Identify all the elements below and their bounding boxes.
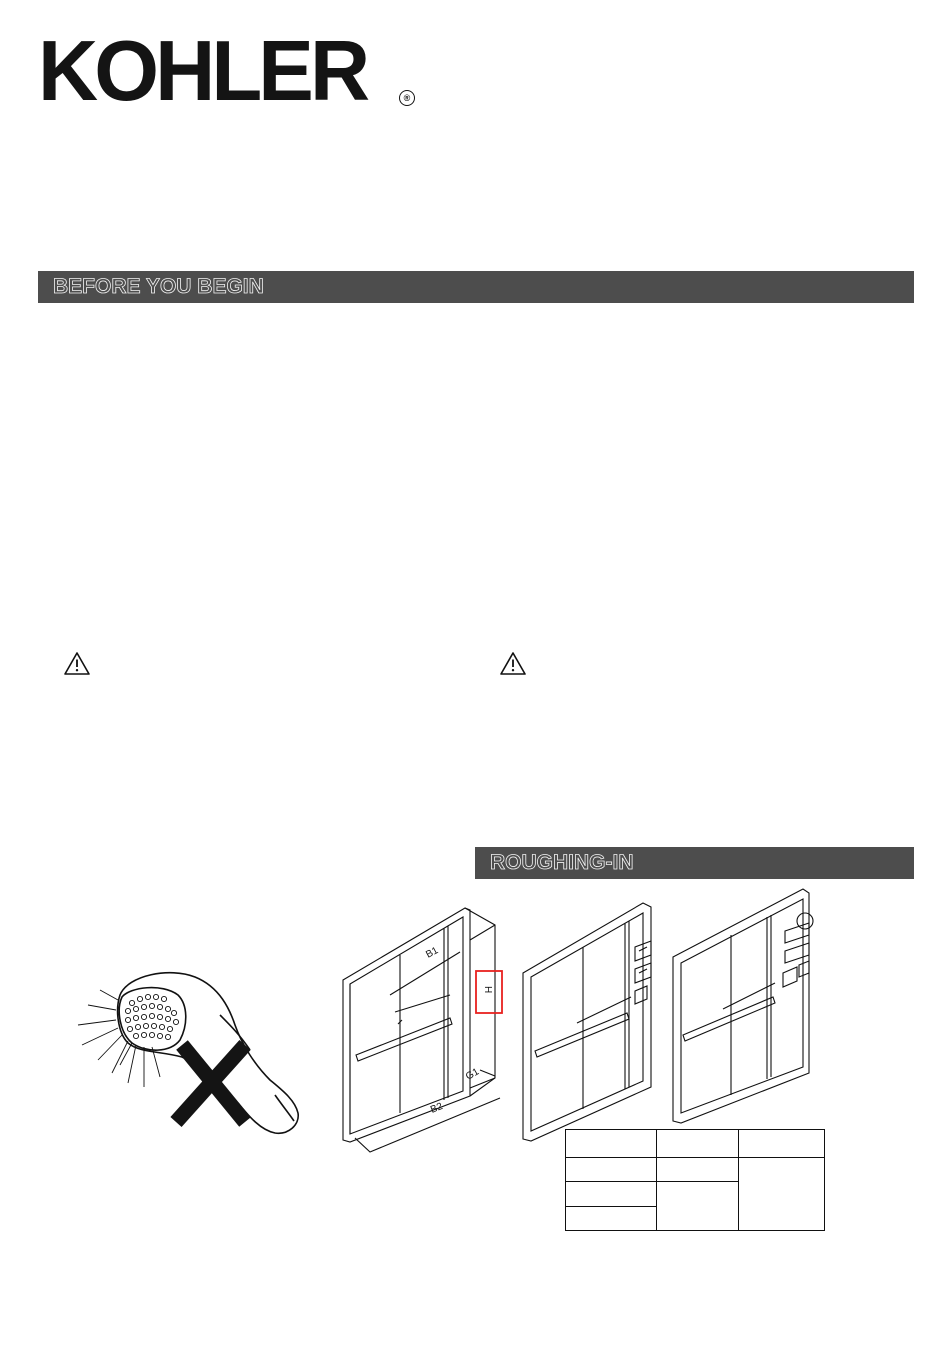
registered-trademark-icon: ® (399, 90, 415, 106)
table-cell (566, 1182, 657, 1207)
enclosure-dimension-diagram (330, 900, 515, 1158)
table-cell (566, 1158, 657, 1182)
handshower-icon (118, 973, 299, 1134)
dimension-label-h: H (482, 986, 493, 994)
table-cell (657, 1182, 739, 1231)
dimension-label-b2: B2 (429, 1100, 445, 1116)
table-cell (739, 1158, 825, 1231)
spray-holes (125, 994, 178, 1039)
enclosure-with-shelves-diagram (515, 895, 665, 1143)
before-you-begin-section-header (38, 271, 914, 303)
table-cell (566, 1130, 657, 1158)
table-row (566, 1158, 825, 1182)
enclosure-with-accessories-diagram (663, 885, 828, 1125)
kohler-logo (38, 24, 411, 119)
dimension-label-g1: G1 (464, 1066, 482, 1083)
caution-icon (499, 651, 527, 677)
before-you-begin-title: BEFORE YOU BEGIN (53, 275, 264, 298)
prohibited-x-icon (176, 1045, 245, 1122)
table-cell (739, 1130, 825, 1158)
table-cell (657, 1130, 739, 1158)
table-row (566, 1130, 825, 1158)
handshower-prohibited-illustration (70, 965, 310, 1140)
roughing-in-title: ROUGHING-IN (490, 851, 634, 874)
roughing-in-dimension-table (565, 1129, 825, 1231)
logo-wordmark: KOHLER (38, 24, 367, 119)
roughing-in-section-header (475, 847, 914, 879)
caution-icon (63, 651, 91, 677)
dimension-label-b1: B1 (424, 945, 441, 961)
table-cell (566, 1207, 657, 1231)
table-cell (657, 1158, 739, 1182)
